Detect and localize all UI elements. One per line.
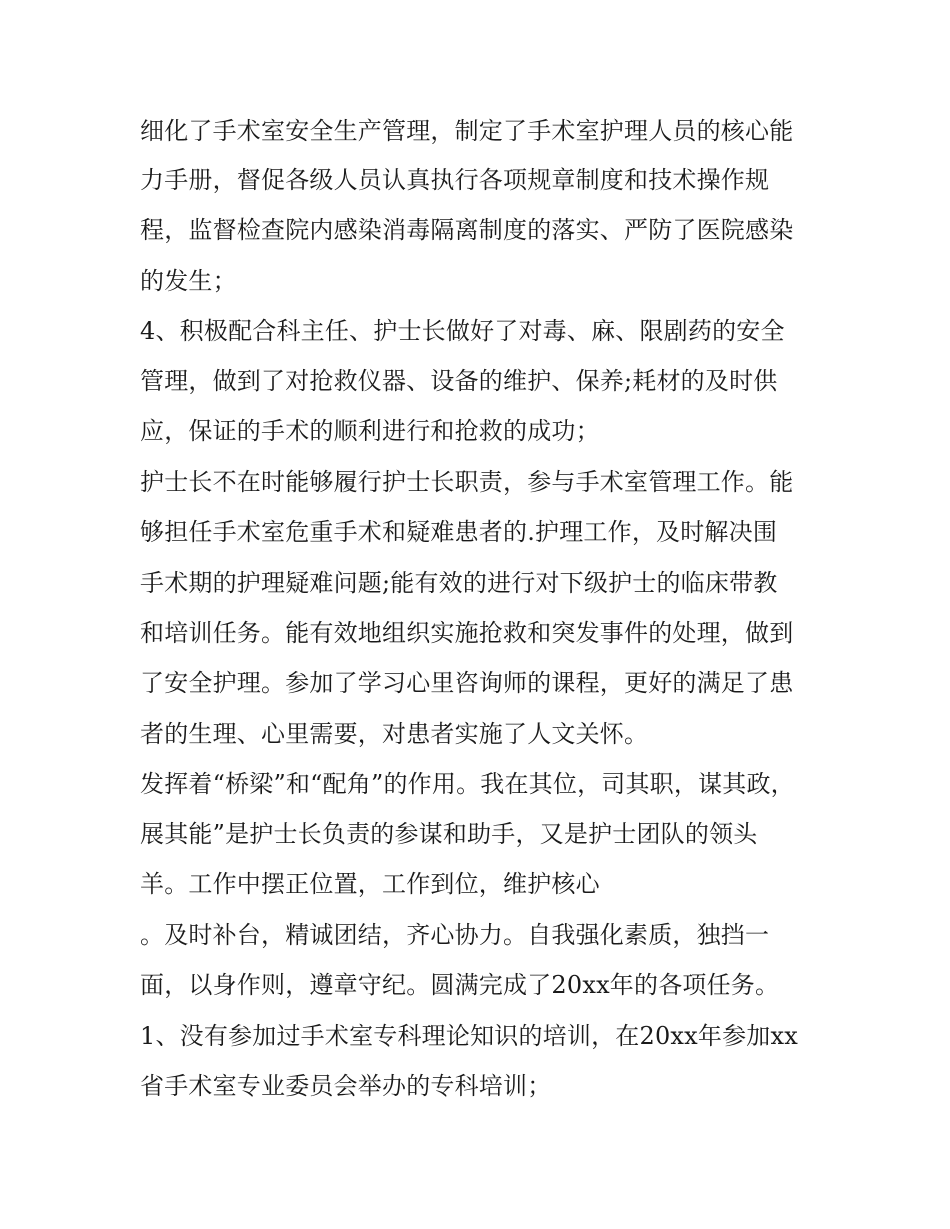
text-line: 展其能”是护士长负责的参谋和助手，又是护士团队的领头 xyxy=(140,820,758,848)
text-line: 程，监督检查院内感染消毒隔离制度的落实、严防了医院感染 xyxy=(140,216,794,244)
text-line: 的发生； xyxy=(140,267,237,295)
text-line: 和培训任务。能有效地组织实施抢救和突发事件的处理，做到 xyxy=(140,619,794,647)
text-line: 够担任手术室危重手术和疑难患者的.护理工作，及时解决围 xyxy=(140,518,778,546)
text-line: 羊。工作中摆正位置，工作到位，维护核心 xyxy=(140,870,600,898)
text-line: 面，以身作则，遵章守纪。圆满完成了20xx年的各项任务。 xyxy=(140,971,780,999)
text-line: 者的生理、心里需要，对患者实施了人文关怀。 xyxy=(140,720,649,748)
text-line: 省手术室专业委员会举办的专科培训； xyxy=(140,1072,552,1100)
text-line: 发挥着“桥梁”和“配角”的作用。我在其位，司其职，谋其政， xyxy=(140,770,795,798)
text-line: 力手册，督促各级人员认真执行各项规章制度和技术操作规 xyxy=(140,166,770,194)
text-line: 护士长不在时能够履行护士长职责，参与手术室管理工作。能 xyxy=(140,468,794,496)
text-line: 1、没有参加过手术室专科理论知识的培训，在20xx年参加xx xyxy=(140,1022,798,1050)
text-line: 手术期的护理疑难问题;能有效的进行对下级护士的临床带教 xyxy=(140,569,778,597)
text-line: 管理，做到了对抢救仪器、设备的维护、保养;耗材的及时供 xyxy=(140,367,778,395)
text-line: 4、积极配合科主任、护士长做好了对毒、麻、限剧药的安全 xyxy=(140,317,785,345)
text-line: 应，保证的手术的顺利进行和抢救的成功； xyxy=(140,417,600,445)
text-line: 细化了手术室安全生产管理，制定了手术室护理人员的核心能 xyxy=(140,117,794,145)
text-line: 。及时补台，精诚团结，齐心协力。自我强化素质，独挡一 xyxy=(140,921,770,949)
text-line: 了安全护理。参加了学习心里咨询师的课程，更好的满足了患 xyxy=(140,669,794,697)
